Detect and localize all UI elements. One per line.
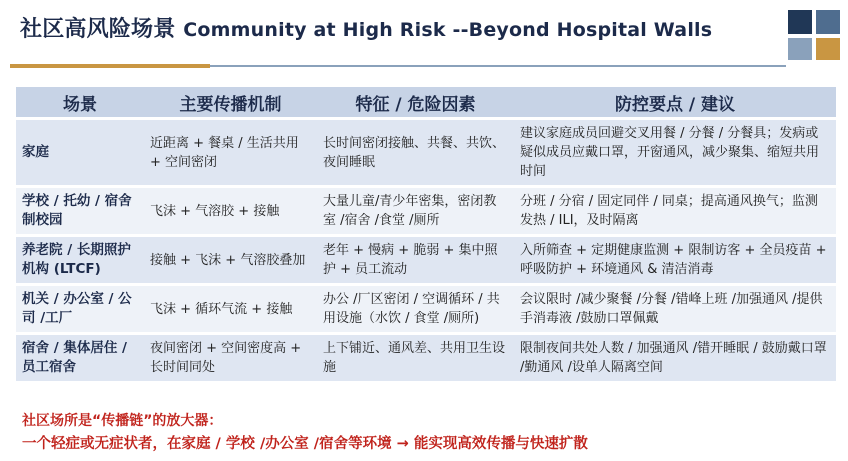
decor-square-light	[788, 38, 812, 60]
table-row	[16, 335, 836, 381]
decor-square-steel	[816, 10, 840, 34]
header-mechanism: 主要传播机制	[144, 87, 317, 117]
title-underline-gold	[10, 64, 210, 68]
table-row	[16, 188, 836, 234]
title-zh: 社区高风险场景	[20, 17, 176, 42]
cell-scene: 家庭	[16, 120, 144, 185]
header-measures: 防控要点 / 建议	[514, 87, 836, 117]
cell-measures: 建议家庭成员回避交叉用餐 / 分餐 / 分餐具；发病或疑似成员应戴口罩，开窗通风，减少聚集、缩短共用时间	[514, 120, 836, 185]
slide-title	[20, 12, 790, 43]
note-line-2: 一个轻症或无症状者，在家庭 / 学校 /办公室 /宿舍等环境 → 能实现高效传播与快速扩散	[22, 436, 588, 452]
cell-scene: 养老院 / 长期照护机构 (LTCF)	[16, 237, 144, 283]
cell-features: 上下铺近、通风差、共用卫生设施	[317, 335, 514, 381]
title-en: Community at High Risk --Beyond Hospital Walls	[183, 19, 713, 41]
cell-mechanism: 飞沫 + 气溶胶 + 接触	[144, 188, 317, 234]
cell-mechanism: 接触 + 飞沫 + 气溶胶叠加	[144, 237, 317, 283]
decor-square-navy	[788, 10, 812, 34]
cell-features: 老年 + 慢病 + 脆弱 + 集中照护 + 员工流动	[317, 237, 514, 283]
cell-scene: 宿舍 / 集体居住 /员工宿舍	[16, 335, 144, 381]
table-row	[16, 120, 836, 185]
cell-mechanism: 夜间密闭 + 空间密度高 + 长时间同处	[144, 335, 317, 381]
cell-features: 大量儿童/青少年密集，密闭教室 /宿舍 /食堂 /厕所	[317, 188, 514, 234]
note-line-1: 社区场所是“传播链”的放大器：	[22, 413, 223, 429]
cell-scene: 机关 / 办公室 / 公司 /工厂	[16, 286, 144, 332]
decor-square-gold	[816, 38, 840, 60]
cell-features: 办公 /厂区密闭 / 空调循环 / 共用设施（水饮 / 食堂 /厕所)	[317, 286, 514, 332]
cell-measures: 限制夜间共处人数 / 加强通风 /错开睡眠 / 鼓励戴口罩 /勤通风 /设单人隔离空间	[514, 335, 836, 381]
cell-measures: 分班 / 分宿 / 固定同伴 / 同桌；提高通风换气；监测发热 / ILI，及时隔离	[514, 188, 836, 234]
header-scene: 场景	[16, 87, 144, 117]
cell-measures: 入所筛查 + 定期健康监测 + 限制访客 + 全员疫苗 + 呼吸防护 + 环境通风 & 清洁消毒	[514, 237, 836, 283]
header-features: 特征 / 危险因素	[317, 87, 514, 117]
table-row	[16, 286, 836, 332]
risk-scenario-table	[16, 84, 836, 384]
cell-mechanism: 近距离 + 餐桌 / 生活共用 + 空间密闭	[144, 120, 317, 185]
table-row	[16, 237, 836, 283]
cell-mechanism: 飞沫 + 循环气流 + 接触	[144, 286, 317, 332]
table-header-row	[16, 87, 836, 117]
cell-scene: 学校 / 托幼 / 宿舍制校园	[16, 188, 144, 234]
title-underline-blue	[210, 65, 786, 67]
cell-features: 长时间密闭接触、共餐、共饮、夜间睡眠	[317, 120, 514, 185]
cell-measures: 会议限时 /减少聚餐 /分餐 /错峰上班 /加强通风 /提供手消毒液 /鼓励口罩佩戴	[514, 286, 836, 332]
